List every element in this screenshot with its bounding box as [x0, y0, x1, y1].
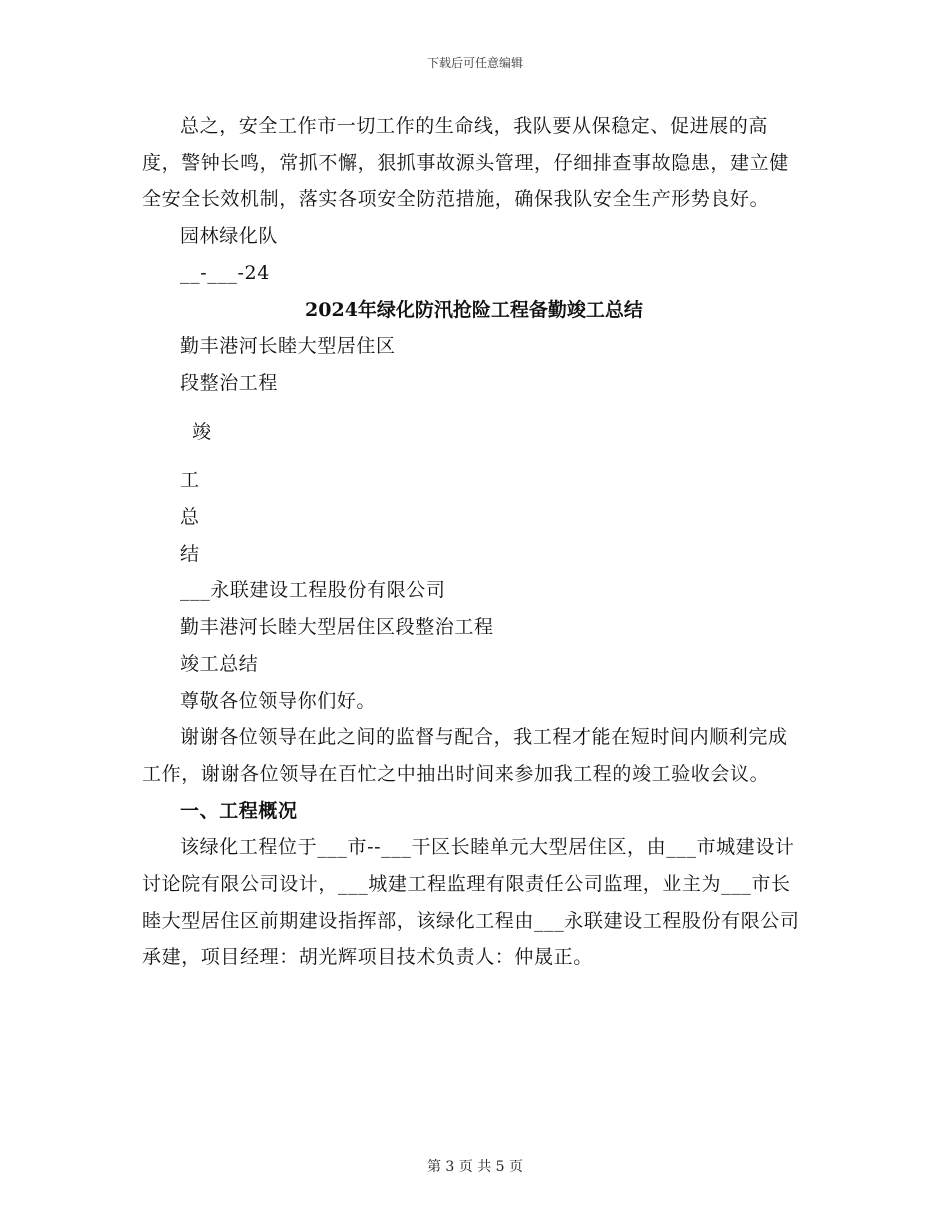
document-body	[142, 108, 806, 976]
document-title: 2024年绿化防汛抢险工程备勤竣工总结	[305, 298, 643, 321]
vertical-char-1: 竣	[192, 420, 212, 443]
project-name: 勤丰港河长睦大型居住区段整治工程	[180, 616, 494, 639]
project-line-2: 段整治工程	[180, 371, 279, 394]
greeting: 尊敬各位领导你们好。	[180, 689, 377, 712]
page-header: 下载后可任意编辑	[426, 56, 523, 70]
signature-org: 园林绿化队	[180, 225, 279, 248]
thanks-paragraph: 谢谢各位领导在此之间的监督与配合，我工程才能在短时间内顺利完成工作，谢谢各位领导在百忙之中抽出时间来参加我工程的竣工验收会议。	[142, 726, 788, 785]
vertical-char-4: 结	[180, 542, 200, 565]
project-line-1: 勤丰港河长睦大型居住区	[180, 335, 396, 358]
section-heading: 一、工程概况	[180, 799, 298, 822]
section-body: 该绿化工程位于___市--___干区长睦单元大型居住区，由___市城建设计讨论院有限公司设计，___城建工程监理有限责任公司监理，业主为___市长睦大型居住区前期建设指挥部，该绿化工程由___永联建设工程股份有限公司承建，项目经理：胡光辉项目技术负责人：仲晟正。	[142, 836, 800, 969]
page-footer: 第 3 页 共 5 页	[426, 1159, 524, 1175]
company-name: ___永联建设工程股份有限公司	[180, 579, 446, 602]
vertical-char-3: 总	[180, 506, 200, 529]
vertical-char-2: 工	[180, 469, 200, 492]
summary-label: 竣工总结	[180, 652, 259, 675]
closing-paragraph: 总之，安全工作市一切工作的生命线，我队要从保稳定、促进展的高度，警钟长鸣，常抓不懈，狠抓事故源头管理，仔细排查事故隐患，建立健全安全长效机制，落实各项安全防范措施，确保我队安全生产形势良好。	[142, 115, 789, 211]
signature-date: __-___-24	[180, 261, 270, 284]
